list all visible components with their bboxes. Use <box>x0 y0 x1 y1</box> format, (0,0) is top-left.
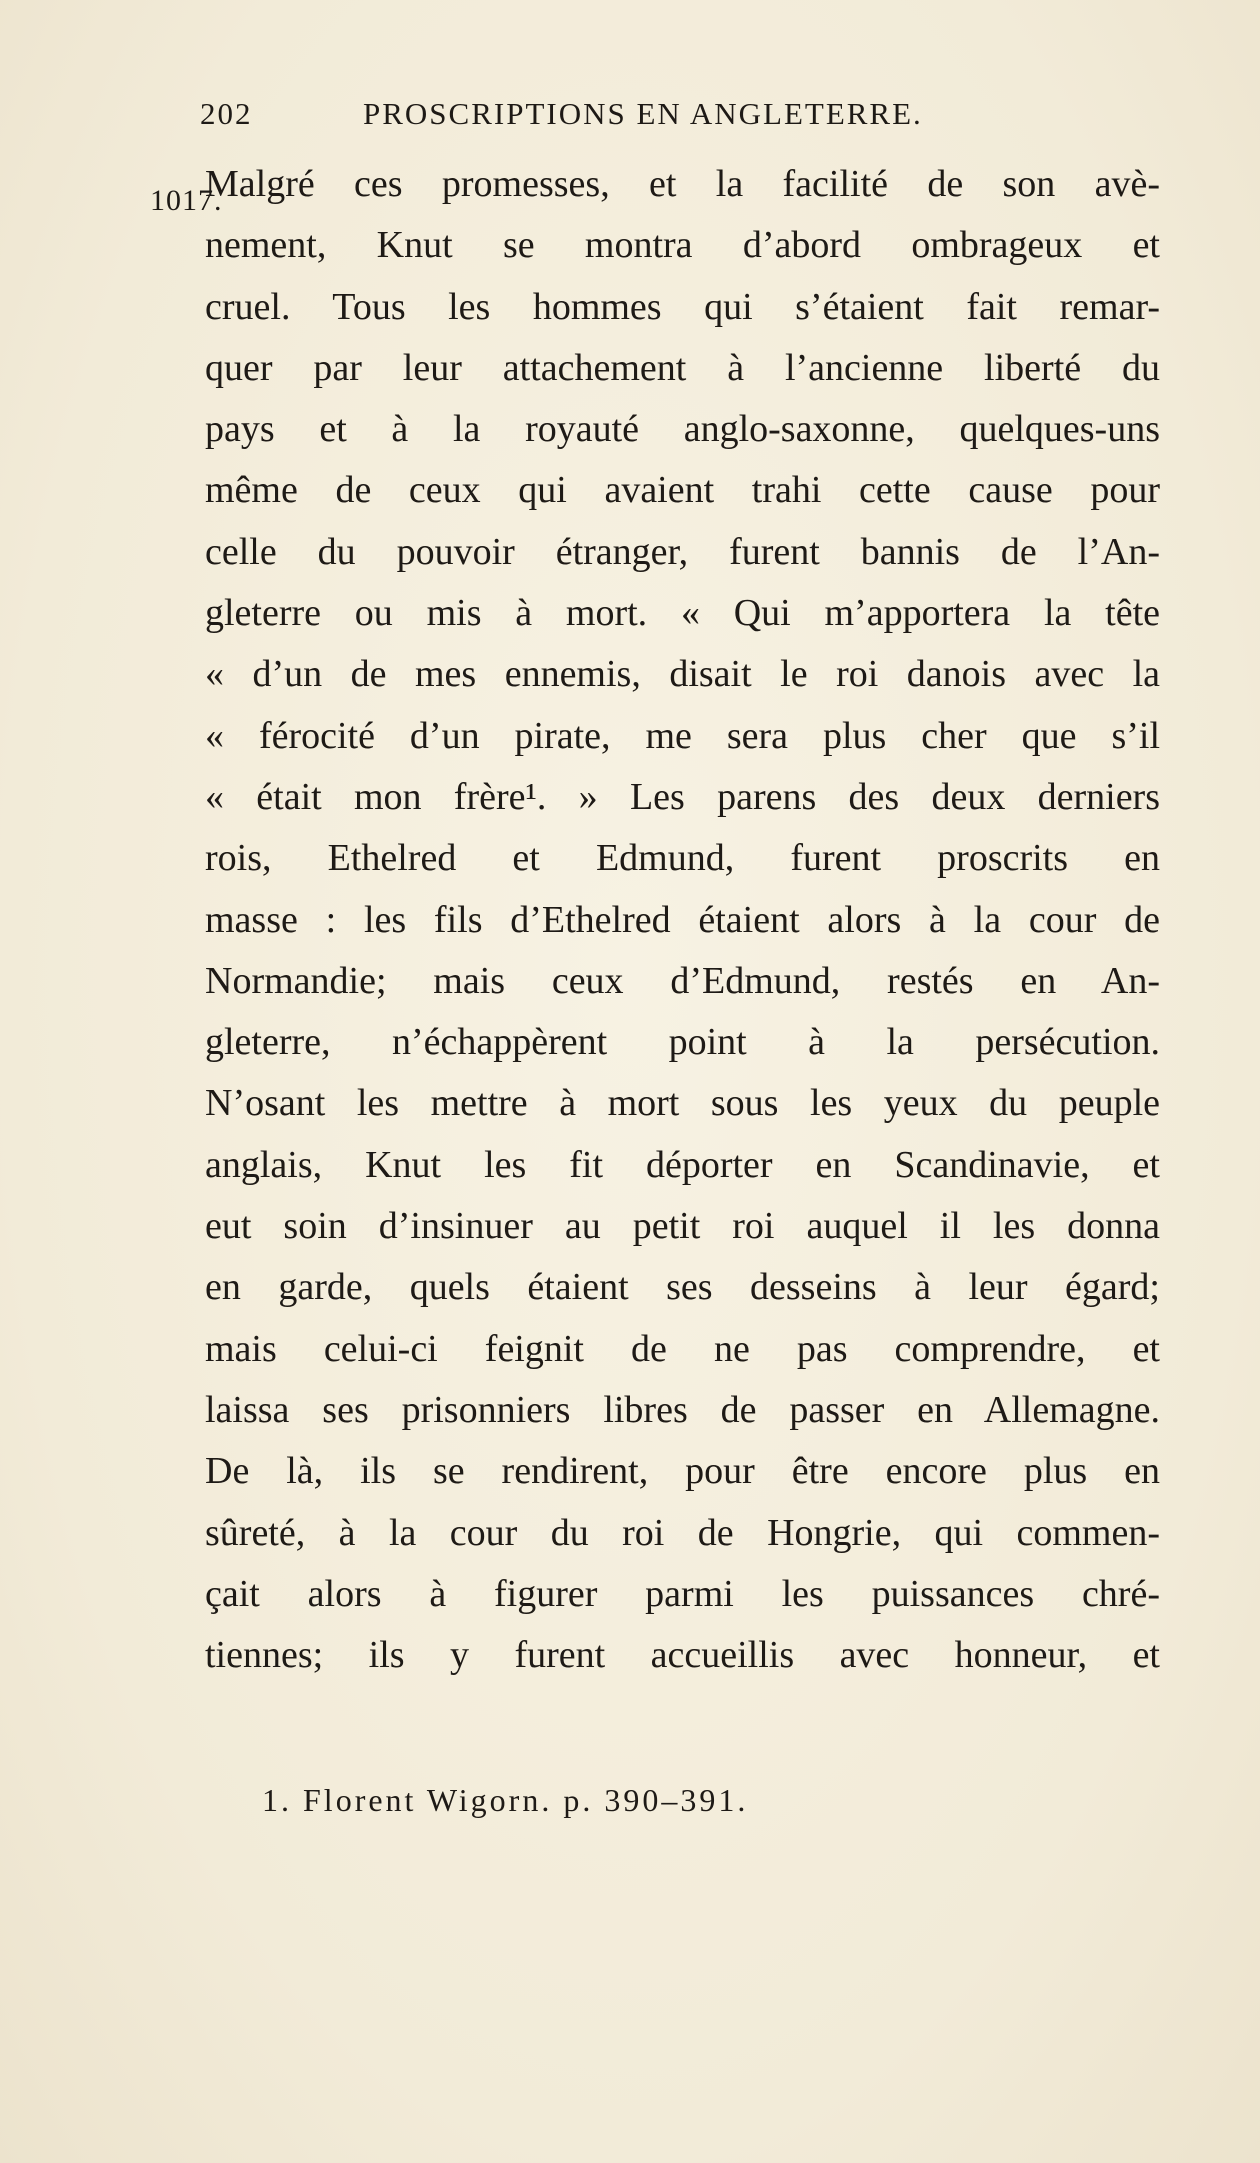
text-line: gleterre ou mis à mort. « Qui m’apportera la tête <box>205 592 1160 635</box>
text-line: même de ceux qui avaient trahi cette cause pour <box>205 469 1160 512</box>
text-line: en garde, quels étaient ses desseins à leur égard; <box>205 1266 1160 1309</box>
text-line: gleterre, n’échappèrent point à la persécution. <box>205 1021 1160 1064</box>
text-line: laissa ses prisonniers libres de passer en Allemagne. <box>205 1388 1160 1431</box>
text-line: tiennes; ils y furent accueillis avec honneur, et <box>205 1634 1160 1677</box>
text-line: pays et à la royauté anglo-saxonne, quelques-uns <box>205 408 1160 451</box>
body-text <box>205 154 1160 1686</box>
page-number: 202 <box>200 96 253 131</box>
text-line: mais celui-ci feignit de ne pas comprendre, et <box>205 1327 1160 1370</box>
text-line: masse : les fils d’Ethelred étaient alors à la cour de <box>205 898 1160 941</box>
text-line: celle du pouvoir étranger, furent bannis de l’An- <box>205 530 1160 573</box>
text-line: Normandie; mais ceux d’Edmund, restés en An- <box>205 959 1160 1002</box>
text-line: nement, Knut se montra d’abord ombrageux et <box>205 224 1160 267</box>
text-line: çait alors à figurer parmi les puissances chré- <box>205 1572 1160 1615</box>
text-line: cruel. Tous les hommes qui s’étaient fait remar- <box>205 285 1160 328</box>
text-line: quer par leur attachement à l’ancienne liberté du <box>205 346 1160 389</box>
text-line: « était mon frère¹. » Les parens des deux derniers <box>205 775 1160 818</box>
text-line: rois, Ethelred et Edmund, furent proscrits en <box>205 837 1160 880</box>
text-line: anglais, Knut les fit déporter en Scandinavie, et <box>205 1143 1160 1186</box>
text-line: Malgré ces promesses, et la facilité de son avè- <box>205 163 1160 205</box>
text-line: « d’un de mes ennemis, disait le roi danois avec la <box>205 653 1160 696</box>
text-line: sûreté, à la cour du roi de Hongrie, qui commen- <box>205 1511 1160 1554</box>
text-line: eut soin d’insinuer au petit roi auquel il les donna <box>205 1205 1160 1248</box>
text-line: De là, ils se rendirent, pour être encore plus en <box>205 1450 1160 1493</box>
page-header <box>200 96 1000 136</box>
margin-year-note: 1017. <box>150 184 223 217</box>
text-line: N’osant les mettre à mort sous les yeux du peuple <box>205 1082 1160 1125</box>
footnote: 1. Florent Wigorn. p. 390–391. <box>262 1782 749 1818</box>
running-title: PROSCRIPTIONS EN ANGLETERRE. <box>363 96 923 131</box>
text-line: « férocité d’un pirate, me sera plus cher que s’il <box>205 714 1160 757</box>
